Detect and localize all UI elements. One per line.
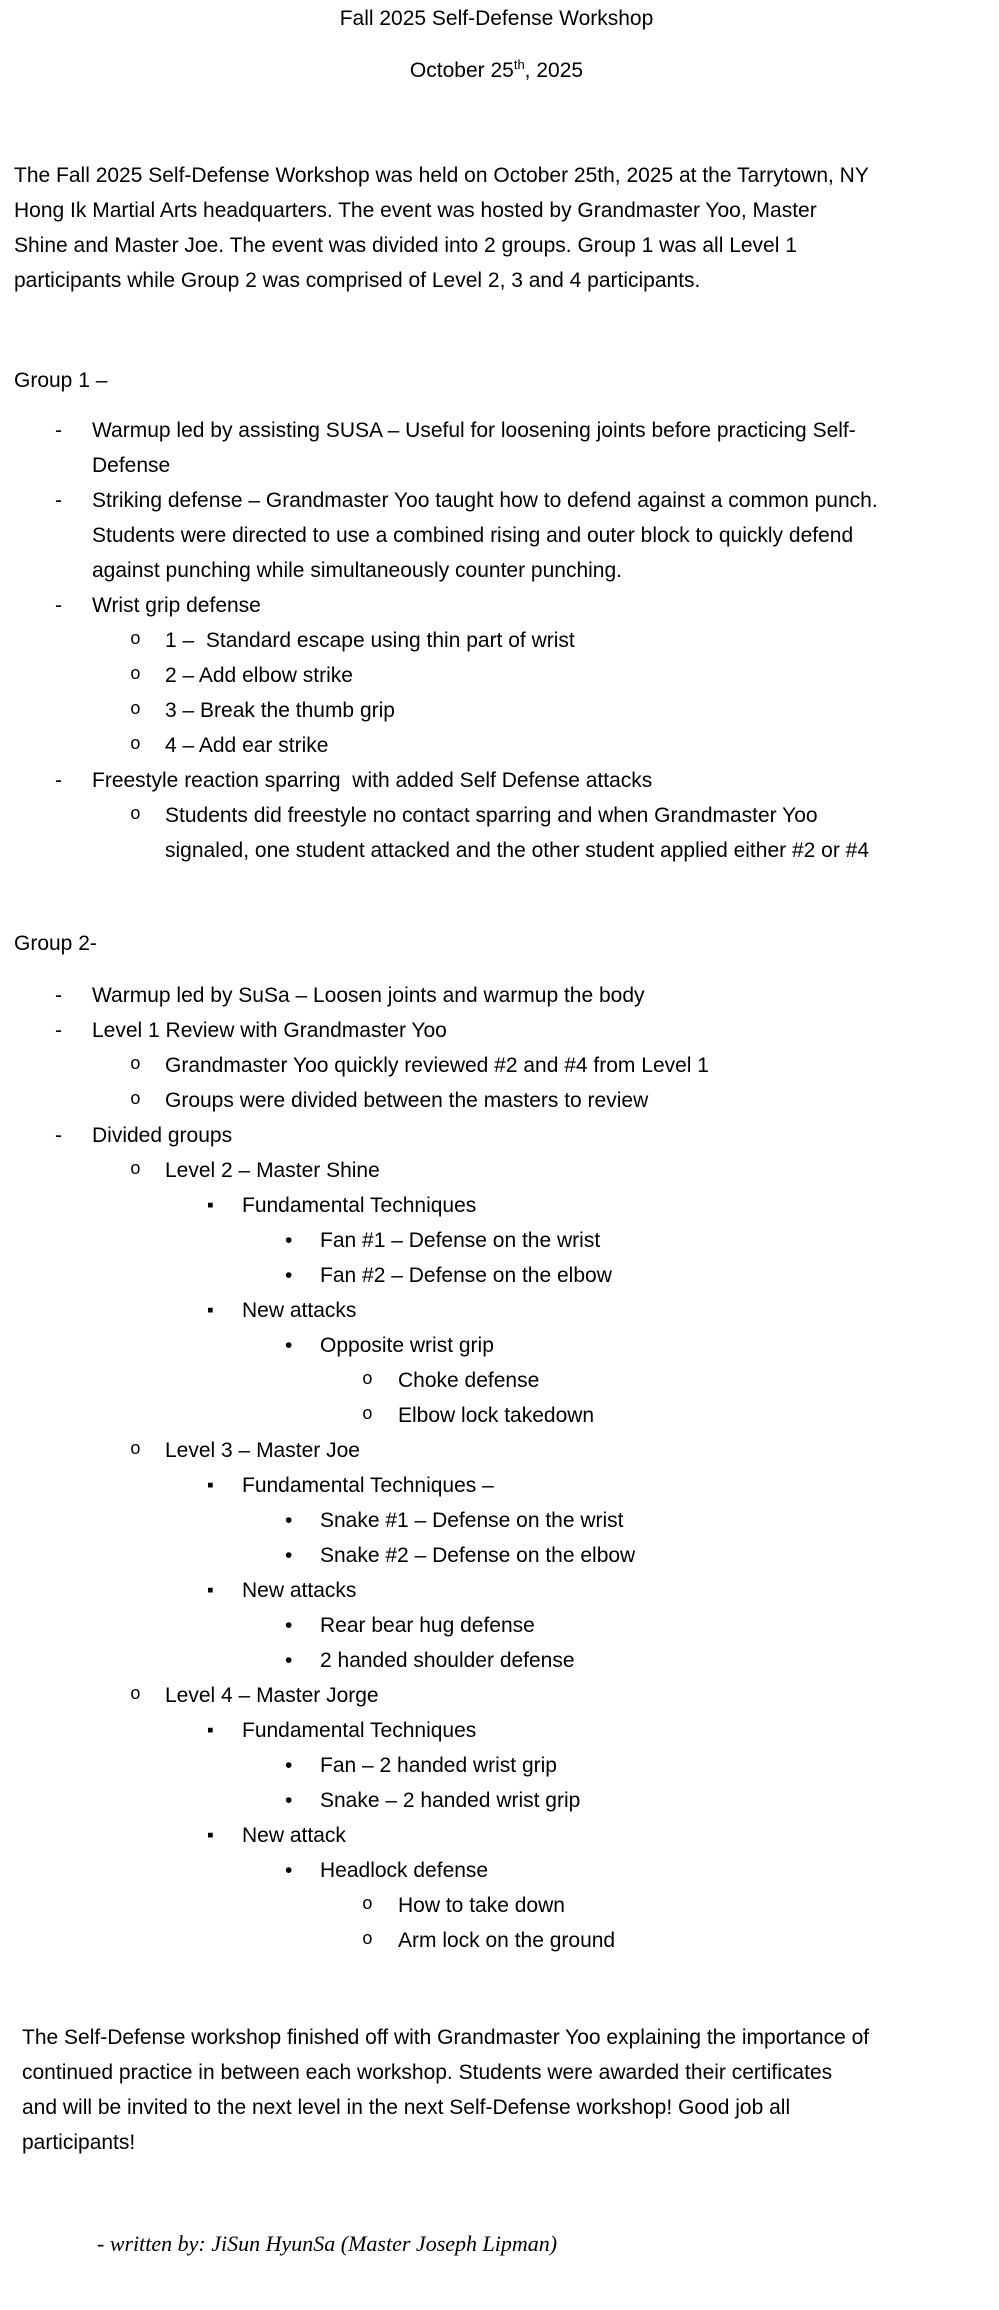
date-text-after: , 2025 bbox=[524, 59, 584, 82]
list-item-text bbox=[165, 1153, 979, 1188]
text-line: Snake – 2 handed wrist grip bbox=[320, 1789, 581, 1812]
group1-list bbox=[14, 413, 979, 868]
bullet-icon: • bbox=[285, 1789, 293, 1812]
text-line: Fan #1 – Defense on the wrist bbox=[320, 1229, 601, 1252]
list-item bbox=[14, 978, 979, 1013]
text-line: Striking defense – Grandmaster Yoo taught how to defend against a common punch. bbox=[92, 489, 878, 512]
list-item-text bbox=[320, 1328, 979, 1363]
list-item bbox=[14, 1678, 979, 1713]
text-line: Freestyle reaction sparring with added Self Defense attacks bbox=[92, 769, 653, 792]
list-item bbox=[14, 1258, 979, 1293]
bullet-icon: o bbox=[130, 1090, 141, 1110]
text-line: New attacks bbox=[242, 1299, 357, 1322]
text-line: The Fall 2025 Self-Defense Workshop was held on October 25th, 2025 at the Tarrytown, NY bbox=[14, 164, 869, 187]
list-item bbox=[14, 1573, 979, 1608]
list-item-text bbox=[165, 1678, 979, 1713]
group2-list bbox=[14, 978, 979, 1958]
bullet-icon: - bbox=[55, 594, 62, 617]
text-line: participants while Group 2 was comprised of Level 2, 3 and 4 participants. bbox=[14, 269, 701, 292]
bullet-icon: - bbox=[55, 984, 62, 1007]
bullet-icon: o bbox=[130, 805, 141, 825]
text-line: signaled, one student attacked and the other student applied either #2 or #4 bbox=[165, 839, 870, 862]
group2-heading: Group 2- bbox=[14, 932, 97, 955]
group1-heading: Group 1 – bbox=[14, 369, 108, 392]
list-item-text bbox=[320, 1223, 979, 1258]
list-item-text bbox=[320, 1643, 979, 1678]
list-item-text bbox=[165, 1433, 979, 1468]
bullet-icon: o bbox=[130, 665, 141, 685]
list-item-text bbox=[92, 1013, 979, 1048]
list-item-text bbox=[92, 978, 979, 1013]
bullet-icon: - bbox=[55, 769, 62, 792]
list-item bbox=[14, 1818, 979, 1853]
text-line: Level 1 Review with Grandmaster Yoo bbox=[92, 1019, 447, 1042]
text-line: 2 handed shoulder defense bbox=[320, 1649, 575, 1672]
list-item-text bbox=[320, 1748, 979, 1783]
list-item-text bbox=[320, 1853, 979, 1888]
text-line: New attacks bbox=[242, 1579, 357, 1602]
text-line: Groups were divided between the masters to review bbox=[165, 1089, 649, 1112]
bullet-icon: - bbox=[55, 489, 62, 512]
list-item-text bbox=[242, 1188, 979, 1223]
list-item-text bbox=[242, 1468, 979, 1503]
list-item bbox=[14, 1503, 979, 1538]
intro-paragraph bbox=[14, 158, 979, 298]
list-item bbox=[14, 1328, 979, 1363]
list-item bbox=[14, 1118, 979, 1153]
bullet-icon: ▪ bbox=[207, 1720, 214, 1741]
list-item-text bbox=[165, 1048, 979, 1083]
text-line: Defense bbox=[92, 454, 171, 477]
text-line: continued practice in between each workshop. Students were awarded their certificates bbox=[22, 2061, 833, 2084]
text-line: Warmup led by assisting SUSA – Useful for loosening joints before practicing Self- bbox=[92, 419, 856, 442]
bullet-icon: ▪ bbox=[207, 1195, 214, 1216]
bullet-icon: • bbox=[285, 1334, 293, 1357]
text-line: against punching while simultaneously counter punching. bbox=[92, 559, 623, 582]
text-line: Warmup led by SuSa – Loosen joints and warmup the body bbox=[92, 984, 645, 1007]
bullet-icon: ▪ bbox=[207, 1825, 214, 1846]
text-line: Level 2 – Master Shine bbox=[165, 1159, 380, 1182]
list-item-text bbox=[92, 588, 979, 623]
list-item-text bbox=[242, 1818, 979, 1853]
bullet-icon: ▪ bbox=[207, 1475, 214, 1496]
list-item-text bbox=[242, 1713, 979, 1748]
list-item bbox=[14, 1888, 979, 1923]
list-item bbox=[14, 1783, 979, 1818]
list-item bbox=[14, 798, 979, 868]
list-item bbox=[14, 413, 979, 483]
bullet-icon: • bbox=[285, 1544, 293, 1567]
list-item-text bbox=[242, 1293, 979, 1328]
list-item bbox=[14, 1608, 979, 1643]
bullet-icon: o bbox=[130, 630, 141, 650]
bullet-icon: • bbox=[285, 1649, 293, 1672]
list-item-text bbox=[320, 1258, 979, 1293]
text-line: Fan #2 – Defense on the elbow bbox=[320, 1264, 612, 1287]
bullet-icon: o bbox=[130, 735, 141, 755]
list-item bbox=[14, 763, 979, 798]
list-item bbox=[14, 1188, 979, 1223]
text-line: Wrist grip defense bbox=[92, 594, 261, 617]
text-line: Fundamental Techniques bbox=[242, 1719, 477, 1742]
text-line: 4 – Add ear strike bbox=[165, 734, 329, 757]
bullet-icon: o bbox=[362, 1370, 373, 1390]
list-item bbox=[14, 1363, 979, 1398]
text-line: Headlock defense bbox=[320, 1859, 489, 1882]
list-item bbox=[14, 693, 979, 728]
list-item bbox=[14, 1433, 979, 1468]
bullet-icon: • bbox=[285, 1509, 293, 1532]
text-line: and will be invited to the next level in the next Self-Defense workshop! Good job all bbox=[22, 2096, 791, 2119]
list-item-text bbox=[165, 623, 979, 658]
text-line: Fundamental Techniques bbox=[242, 1194, 477, 1217]
list-item bbox=[14, 1538, 979, 1573]
text-line: Opposite wrist grip bbox=[320, 1334, 494, 1357]
list-item bbox=[14, 1468, 979, 1503]
date-superscript: th bbox=[513, 57, 525, 72]
bullet-icon: o bbox=[362, 1895, 373, 1915]
bullet-icon: o bbox=[362, 1405, 373, 1425]
list-item bbox=[14, 1643, 979, 1678]
list-item-text bbox=[165, 798, 979, 868]
list-item-text bbox=[320, 1538, 979, 1573]
list-item bbox=[14, 1153, 979, 1188]
text-line: New attack bbox=[242, 1824, 346, 1847]
text-line: Snake #2 – Defense on the elbow bbox=[320, 1544, 636, 1567]
list-item-text bbox=[398, 1888, 979, 1923]
text-line: Fundamental Techniques – bbox=[242, 1474, 494, 1497]
document-title: Fall 2025 Self-Defense Workshop bbox=[339, 7, 654, 30]
text-line: The Self-Defense workshop finished off with Grandmaster Yoo explaining the importance of bbox=[22, 2026, 870, 2049]
bullet-icon: o bbox=[362, 1930, 373, 1950]
list-item bbox=[14, 623, 979, 658]
list-item-text bbox=[320, 1608, 979, 1643]
bullet-icon: - bbox=[55, 1124, 62, 1147]
bullet-icon: • bbox=[285, 1614, 293, 1637]
bullet-icon: • bbox=[285, 1754, 293, 1777]
bullet-icon: o bbox=[130, 1160, 141, 1180]
text-line: Level 4 – Master Jorge bbox=[165, 1684, 379, 1707]
list-item-text bbox=[242, 1573, 979, 1608]
list-item-text bbox=[165, 1083, 979, 1118]
list-item bbox=[14, 1048, 979, 1083]
list-item bbox=[14, 1398, 979, 1433]
text-line: participants! bbox=[22, 2131, 136, 2154]
text-line: 1 – Standard escape using thin part of wrist bbox=[165, 629, 575, 652]
bullet-icon: o bbox=[130, 1685, 141, 1705]
text-line: Fan – 2 handed wrist grip bbox=[320, 1754, 557, 1777]
bullet-icon: • bbox=[285, 1859, 293, 1882]
bullet-icon: ▪ bbox=[207, 1300, 214, 1321]
list-item-text bbox=[165, 658, 979, 693]
list-item bbox=[14, 658, 979, 693]
text-line: 2 – Add elbow strike bbox=[165, 664, 353, 687]
list-item bbox=[14, 1713, 979, 1748]
text-line: Choke defense bbox=[398, 1369, 540, 1392]
list-item bbox=[14, 1013, 979, 1048]
text-line: Arm lock on the ground bbox=[398, 1929, 616, 1952]
list-item-text bbox=[398, 1398, 979, 1433]
list-item-text bbox=[320, 1783, 979, 1818]
text-line: Grandmaster Yoo quickly reviewed #2 and #4 from Level 1 bbox=[165, 1054, 709, 1077]
date-text-before: October 25 bbox=[409, 59, 514, 82]
list-item-text bbox=[398, 1923, 979, 1958]
document-date bbox=[14, 53, 979, 88]
list-item bbox=[14, 588, 979, 623]
signature-line: - written by: JiSun HyunSa (Master Joseph Lipman) bbox=[97, 2231, 558, 2256]
list-item-text bbox=[398, 1363, 979, 1398]
list-item bbox=[14, 1853, 979, 1888]
text-line: Hong Ik Martial Arts headquarters. The event was hosted by Grandmaster Yoo, Master bbox=[14, 199, 817, 222]
list-item-text bbox=[92, 483, 979, 588]
bullet-icon: - bbox=[55, 1019, 62, 1042]
text-line: Level 3 – Master Joe bbox=[165, 1439, 360, 1462]
list-item-text bbox=[92, 413, 979, 483]
closing-paragraph bbox=[14, 2020, 979, 2160]
list-item-text bbox=[92, 763, 979, 798]
list-item-text bbox=[92, 1118, 979, 1153]
text-line: Rear bear hug defense bbox=[320, 1614, 535, 1637]
list-item bbox=[14, 1223, 979, 1258]
text-line: Students were directed to use a combined rising and outer block to quickly defend bbox=[92, 524, 854, 547]
bullet-icon: • bbox=[285, 1264, 293, 1287]
list-item bbox=[14, 1083, 979, 1118]
bullet-icon: o bbox=[130, 1440, 141, 1460]
list-item bbox=[14, 1293, 979, 1328]
text-line: Divided groups bbox=[92, 1124, 233, 1147]
bullet-icon: ▪ bbox=[207, 1580, 214, 1601]
text-line: 3 – Break the thumb grip bbox=[165, 699, 395, 722]
list-item-text bbox=[165, 693, 979, 728]
text-line: Elbow lock takedown bbox=[398, 1404, 595, 1427]
text-line: Snake #1 – Defense on the wrist bbox=[320, 1509, 624, 1532]
list-item bbox=[14, 728, 979, 763]
list-item bbox=[14, 1748, 979, 1783]
bullet-icon: o bbox=[130, 700, 141, 720]
text-line: How to take down bbox=[398, 1894, 565, 1917]
bullet-icon: • bbox=[285, 1229, 293, 1252]
bullet-icon: - bbox=[55, 419, 62, 442]
list-item bbox=[14, 1923, 979, 1958]
text-line: Students did freestyle no contact sparring and when Grandmaster Yoo bbox=[165, 804, 818, 827]
list-item-text bbox=[165, 728, 979, 763]
bullet-icon: o bbox=[130, 1055, 141, 1075]
text-line: Shine and Master Joe. The event was divided into 2 groups. Group 1 was all Level 1 bbox=[14, 234, 797, 257]
list-item-text bbox=[320, 1503, 979, 1538]
list-item bbox=[14, 483, 979, 588]
